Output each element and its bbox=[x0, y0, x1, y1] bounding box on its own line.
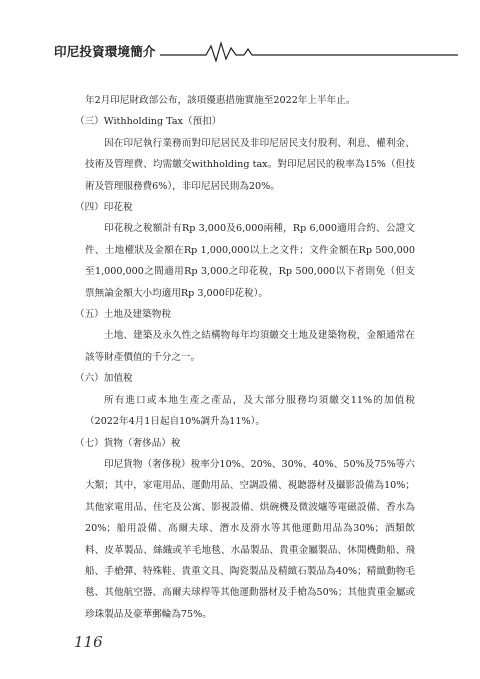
section-heading-stamp-duty: （四）印花稅 bbox=[75, 202, 133, 214]
paragraph-land-building-tax: 土地、建築及永久性之結構物每年均須繳交土地及建築物稅，金額通常在該等財產價值的千分之一。 bbox=[85, 330, 415, 363]
section-heading-withholding-tax: （三）Withholding Tax（預扣） bbox=[75, 116, 222, 128]
section-heading-luxury-tax: （七）貨物（奢侈品）稅 bbox=[75, 437, 181, 449]
header-title: 印尼投資環境簡介 bbox=[54, 44, 156, 59]
section-heading-vat: （六）加值稅 bbox=[75, 373, 133, 385]
paragraph-stamp-duty: 印花稅之稅額計有Rp 3,000及6,000兩種，Rp 6,000適用合約、公證文件、土地權狀及金額在Rp 1,000,000以上之文件；文件金額在Rp 500,000至1,000,000之間適用Rp 3,000之印花稅，Rp 500,000以下者則免（但支票無論金額大小均適用Rp 3,000印花稅）。 bbox=[85, 223, 415, 299]
paragraph-continuation: 年2月印尼財政部公布，該項優惠措施實施至2022年上半年止。 bbox=[85, 95, 356, 106]
paragraph-vat: 所有進口或本地生產之產品，及大部分服務均須繳交11%的加值稅（2022年4月1日起自10%調升為11%）。 bbox=[85, 394, 415, 428]
paragraph-luxury-tax: 印尼貨物（奢侈稅）稅率分10%、20%、30%、40%、50%及75%等六大類；其中，家電用品、運動用品、空調設備、視聽器材及攝影設備為10%；其他家電用品、住宅及公寓、影視設備、烘碗機及微波爐等電磁設備、香水為20%；船用設備、高爾夫球、潛水及滑水等其他運動用品為30%；酒類飲料、皮革製品、絲織或羊毛地毯、水晶製品、貴重金屬製品、休閒機動船、飛船、手槍彈、特殊鞋、貴重文具、陶瓷製品及精緻石製品為40%；精緻動物毛毯、其他航空器、高爾夫球桿等其他運動器材及手槍為50%；其他貴重金屬或珍珠製品及豪華郵輪為75%。 bbox=[85, 458, 415, 620]
section-heading-land-building-tax: （五）土地及建築物稅 bbox=[75, 309, 171, 321]
document-body bbox=[75, 90, 415, 625]
page-number: 116 bbox=[74, 633, 103, 651]
paragraph-withholding-tax: 因在印尼執行業務而對印尼居民及非印尼居民支付股利、利息、權利金、技術及管理費、均需繳交withholding tax。對印尼居民的稅率為15%（但技術及管理服務費6%），非印尼居民則為20%。 bbox=[85, 137, 415, 192]
running-header bbox=[48, 40, 458, 62]
